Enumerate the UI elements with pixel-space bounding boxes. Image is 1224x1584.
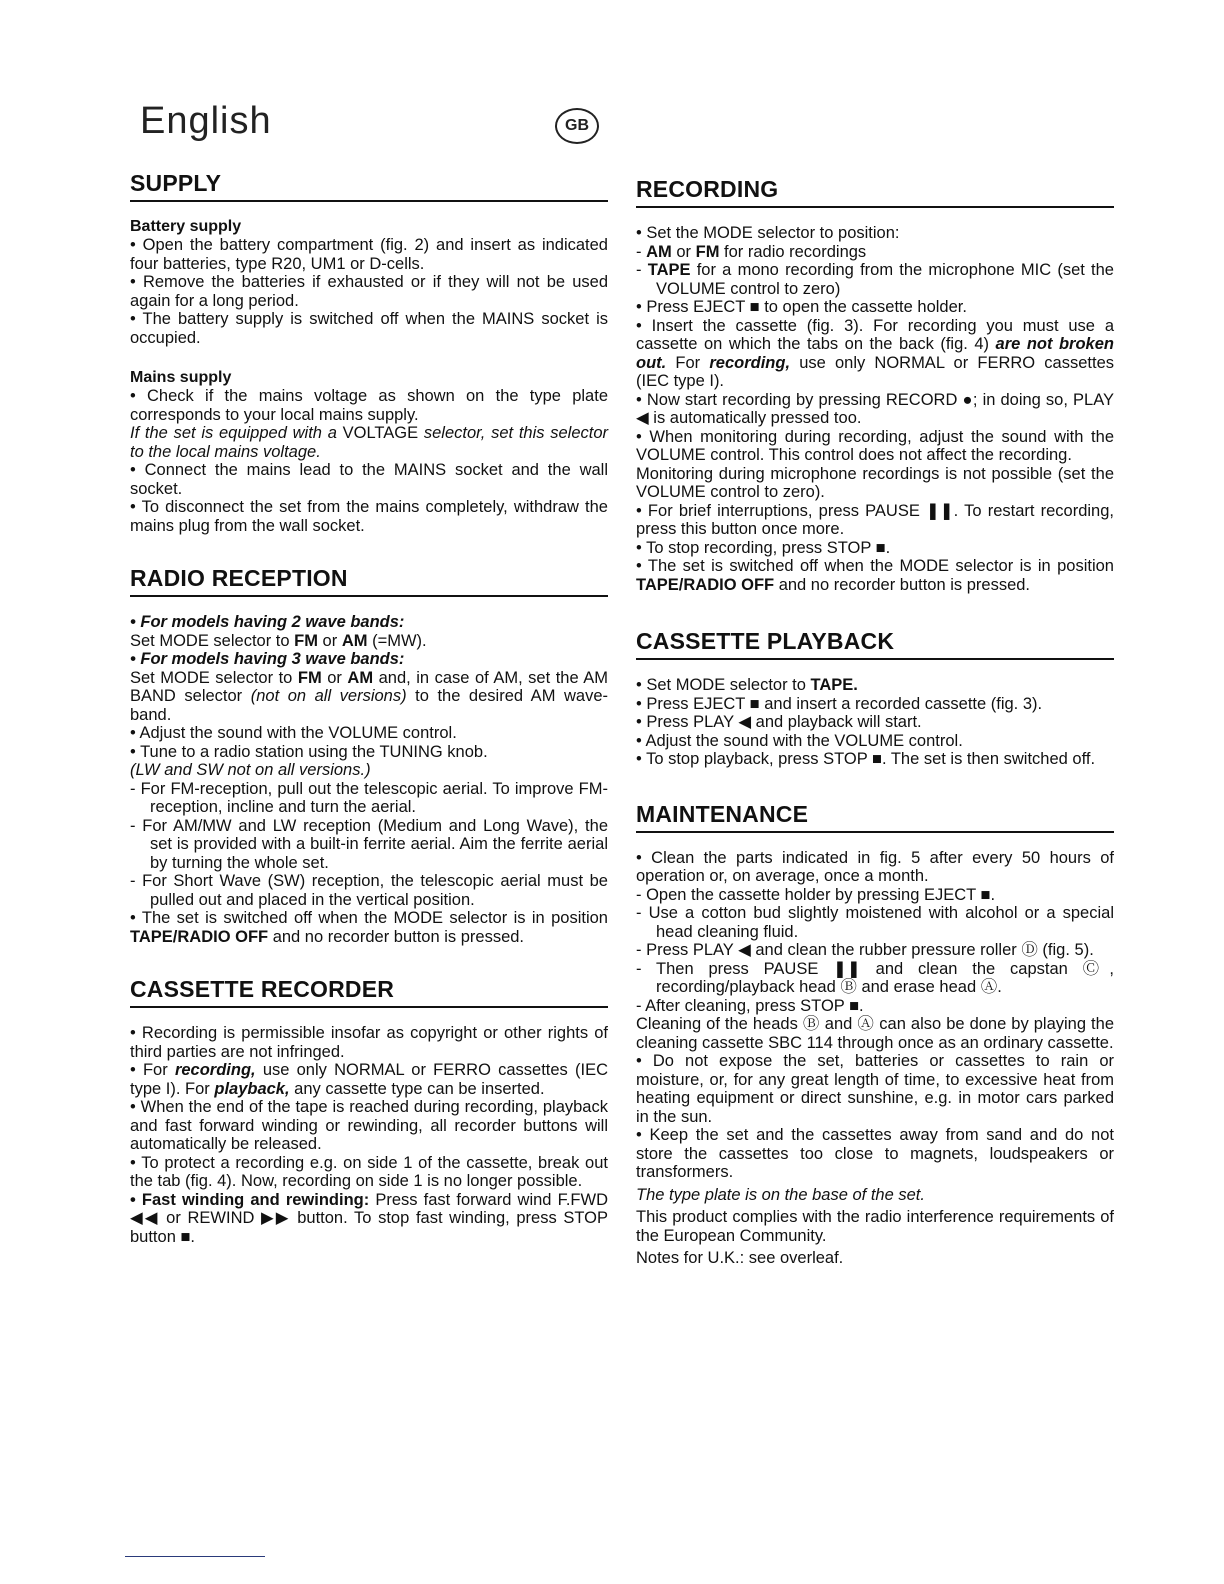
radio-off: • The set is switched off when the MODE selector is in position TAPE/RADIO OFF and no recorder button is pressed. [130, 909, 608, 946]
recorder-title: CASSETTE RECORDER [130, 976, 608, 1008]
models-2-label: • For models having 2 wave bands: [130, 613, 405, 631]
maintenance-item-1: • Clean the parts indicated in fig. 5 after every 50 hours of operation or, on average, once a month. [636, 848, 1114, 885]
lw-sw-note: (LW and SW not on all versions.) [130, 761, 371, 779]
scan-margin-line [125, 1556, 265, 1557]
maintenance-item-2: Cleaning of the heads Ⓑ and Ⓐ can also be done by playing the cleaning cassette SBC 114 through once as an ordinary cassette. [636, 1015, 1114, 1052]
left-column [130, 170, 608, 1268]
recording-dash-2: - TAPE for a mono recording from the microphone MIC (set the VOLUME control to zero) [636, 261, 1114, 298]
maintenance-dash-4: - Then press PAUSE ❚❚ and clean the capstan Ⓒ, recording/playback head Ⓑ and erase head Ⓐ. [636, 959, 1114, 996]
maintenance-dash-1: - Open the cassette holder by pressing EJECT ■. [636, 885, 996, 904]
playback-item-3: • Press PLAY ◀ and playback will start. [636, 713, 922, 731]
battery-item-2: • Remove the batteries if exhausted or if they will not be used again for a long period. [130, 273, 608, 310]
recorder-item-5: • Fast winding and rewinding: Press fast forward wind F.FWD ◀◀ or REWIND ▶▶ button. To stop fast winding, press STOP button ■. [130, 1190, 608, 1246]
am-reception: - For AM/MW and LW reception (Medium and Long Wave), the set is provided with a built-in ferrite aerial. Aim the ferrite aerial by turning the whole set. [130, 816, 608, 872]
models-3-text: Set MODE selector to FM or AM and, in case of AM, set the AM BAND selector (not on all versions) to the desired AM wave-band. [130, 668, 609, 724]
uk-notes: Notes for U.K.: see overleaf. [636, 1249, 844, 1267]
recording-item-7: • For brief interruptions, press PAUSE ❚❚. To restart recording, press this button once more. [636, 501, 1114, 538]
playback-item-2: • Press EJECT ■ and insert a recorded cassette (fig. 3). [636, 694, 1043, 713]
recording-item-3: • Insert the cassette (fig. 3). For recording you must use a cassette on which the tabs on the back (fig. 4) are not broken out. For recording, use only NORMAL or FERRO cassettes (IEC type I). [636, 316, 1114, 390]
recording-item-9: • The set is switched off when the MODE selector is in position TAPE/RADIO OFF and no recorder button is pressed. [636, 557, 1114, 594]
fm-reception: - For FM-reception, pull out the telescopic aerial. To improve FM-reception, incline and turn the aerial. [130, 779, 608, 816]
battery-item-1: • Open the battery compartment (fig. 2) and insert as indicated four batteries, type R20, UM1 or D-cells. [130, 236, 608, 273]
maintenance-section [636, 801, 1114, 1268]
mains-supply-heading: Mains supply [130, 369, 232, 386]
maintenance-title: MAINTENANCE [636, 801, 1114, 833]
mains-item-4: • To disconnect the set from the mains completely, withdraw the mains plug from the wall socket. [130, 498, 608, 535]
recorder-item-3: • When the end of the tape is reached during recording, playback and fast forward winding or rewinding, all recorder buttons will automatically be released. [130, 1098, 608, 1153]
models-3-label: • For models having 3 wave bands: [130, 650, 405, 668]
battery-item-3: • The battery supply is switched off when the MAINS socket is occupied. [130, 310, 608, 347]
recording-section [636, 176, 1114, 594]
language-heading: English [140, 100, 272, 142]
radio-title: RADIO RECEPTION [130, 565, 608, 597]
maintenance-dash-5: - After cleaning, press STOP ■. [636, 996, 864, 1015]
playback-item-4: • Adjust the sound with the VOLUME control. [636, 731, 963, 750]
battery-supply-heading: Battery supply [130, 218, 242, 235]
sw-reception: - For Short Wave (SW) reception, the telescopic aerial must be pulled out and placed in the vertical position. [130, 872, 608, 909]
recording-item-2: • Press EJECT ■ to open the cassette holder. [636, 298, 967, 316]
supply-section [130, 170, 608, 535]
supply-title: SUPPLY [130, 170, 608, 202]
recording-item-5: • When monitoring during recording, adjust the sound with the VOLUME control. This control does not affect the recording. [636, 427, 1114, 464]
playback-section [636, 628, 1114, 769]
mains-voltage-note: If the set is equipped with a VOLTAGE selector, set this selector to the local mains voltage. [130, 424, 609, 461]
maintenance-dash-2: - Use a cotton bud slightly moistened with alcohol or a special head cleaning fluid. [636, 904, 1114, 941]
recording-dash-1: - AM or FM for radio recordings [636, 242, 867, 261]
radio-volume: • Adjust the sound with the VOLUME control. [130, 724, 457, 742]
playback-title: CASSETTE PLAYBACK [636, 628, 1114, 660]
type-plate-note: The type plate is on the base of the set. [636, 1185, 925, 1204]
maintenance-item-3: • Do not expose the set, batteries or cassettes to rain or moisture, or, for any great length of time, to excessive heat from heating equipment or direct sunshine, e.g. in motor cars parked in the sun. [636, 1052, 1114, 1126]
maintenance-item-4: • Keep the set and the cassettes away from sand and do not store the cassettes too close to magnets, loudspeakers or transformers. [636, 1126, 1114, 1181]
mains-item-1: • Check if the mains voltage as shown on the type plate corresponds to your local mains supply. [130, 387, 608, 424]
recorder-item-4: • To protect a recording e.g. on side 1 of the cassette, break out the tab (fig. 4). Now, recording on side 1 is no longer possible. [130, 1153, 608, 1190]
recording-item-1: • Set the MODE selector to position: [636, 224, 900, 242]
radio-section [130, 565, 608, 946]
playback-item-1: • Set MODE selector to TAPE. [636, 676, 858, 694]
recording-title: RECORDING [636, 176, 1114, 208]
country-badge: GB [555, 108, 599, 144]
recording-item-6: Monitoring during microphone recordings is not possible (set the VOLUME control to zero). [636, 464, 1114, 501]
recording-item-8: • To stop recording, press STOP ■. [636, 538, 891, 557]
radio-tune: • Tune to a radio station using the TUNING knob. [130, 742, 488, 761]
right-column [636, 176, 1114, 1290]
recorder-section [130, 976, 608, 1246]
recorder-item-1: • Recording is permissible insofar as copyright or other rights of third parties are not infringed. [130, 1024, 608, 1061]
maintenance-dash-3: - Press PLAY ◀ and clean the rubber pressure roller Ⓓ (fig. 5). [636, 941, 1094, 959]
compliance-note: This product complies with the radio interference requirements of the European Community. [636, 1208, 1114, 1245]
recorder-item-2: • For recording, use only NORMAL or FERRO cassettes (IEC type I). For playback, any cassette type can be inserted. [130, 1061, 608, 1098]
playback-item-5: • To stop playback, press STOP ■. The set is then switched off. [636, 750, 1096, 768]
mains-item-3: • Connect the mains lead to the MAINS socket and the wall socket. [130, 461, 608, 498]
recording-item-4: • Now start recording by pressing RECORD ●; in doing so, PLAY ◀ is automatically pressed too. [636, 390, 1114, 427]
models-2-text: Set MODE selector to FM or AM (=MW). [130, 631, 427, 650]
page-header [140, 100, 620, 156]
